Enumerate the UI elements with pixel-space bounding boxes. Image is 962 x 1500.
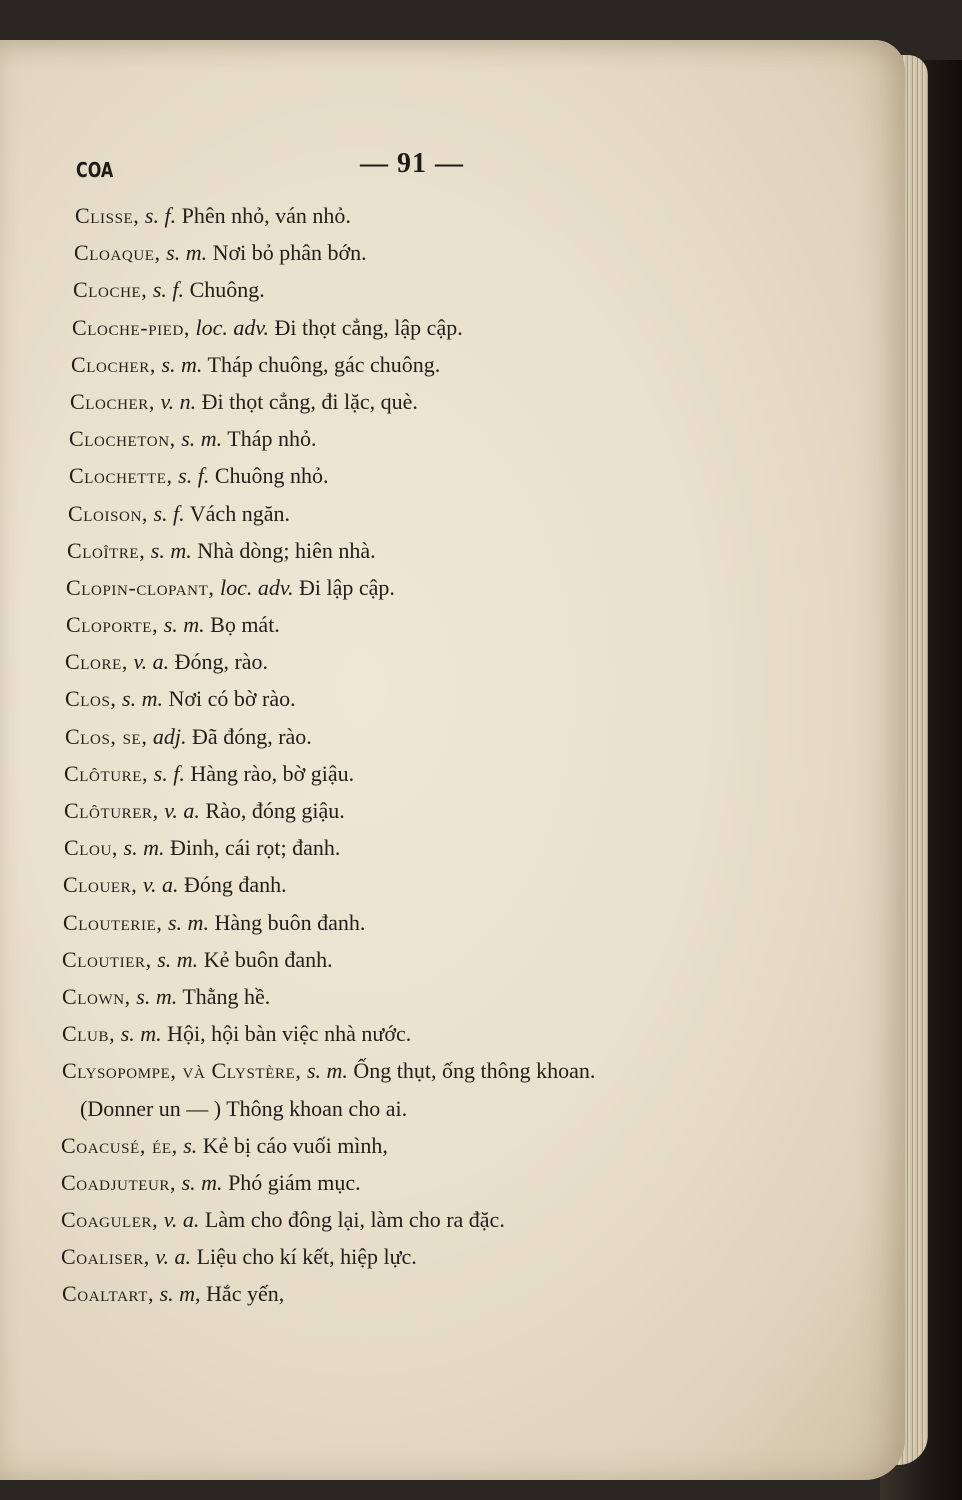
entry: Clôturer, v. a. Rào, đóng giậu. <box>64 798 345 823</box>
entry: Coaliser, v. a. Liệu cho kí kết, hiệp lực. <box>61 1244 417 1270</box>
entry: Clopin-clopant, loc. adv. Đi lập cập. <box>66 574 395 600</box>
entry: Clochette, s. f. Chuông nhỏ. <box>69 463 329 489</box>
entry: Clos, s. m. Nơi có bờ rào. <box>65 686 296 712</box>
entry: Clou, s. m. Đinh, cái rọt; đanh. <box>64 835 341 861</box>
page-number: — 91 — <box>360 148 464 179</box>
entry: Club, s. m. Hội, hội bàn việc nhà nước. <box>62 1021 412 1047</box>
entry: Clouer, v. a. Đóng đanh. <box>63 872 287 898</box>
entry: Cloche-pied, loc. adv. Đi thọt cẳng, lập cập. <box>72 314 463 340</box>
entry: Coadjuteur, s. m. Phó giám mục. <box>61 1169 361 1195</box>
entry: Cloaque, s. m. Nơi bỏ phân bớn. <box>74 240 367 266</box>
entry: Coaguler, v. a. Làm cho đông lại, làm cho ra đặc. <box>61 1207 505 1233</box>
entry: Coaltart, s. m, Hắc yến, <box>62 1281 285 1307</box>
entry: Clouterie, s. m. Hàng buôn đanh. <box>63 909 366 935</box>
entry: Clocher, v. n. Đi thọt cẳng, đi lặc, què. <box>70 388 418 414</box>
entry: Clos, se, adj. Đã đóng, rào. <box>65 723 312 749</box>
entry: Clysopompe, và Clystère, s. m. Ống thụt, ống thông khoan. <box>62 1058 596 1084</box>
entry: Clown, s. m. Thằng hề. <box>62 983 271 1009</box>
entry: Clôture, s. f. Hàng rào, bờ giậu. <box>64 760 355 786</box>
entry: Clocher, s. m. Tháp chuông, gác chuông. <box>71 351 441 377</box>
entry-list <box>60 197 760 1313</box>
running-head: COA <box>76 158 114 182</box>
entry: Coacusé, ée, s. Kẻ bị cáo vuối mình, <box>61 1132 388 1158</box>
entry: Clocheton, s. m. Tháp nhỏ. <box>69 426 317 452</box>
entry: Clore, v. a. Đóng, rào. <box>65 649 269 675</box>
entry: Cloche, s. f. Chuông. <box>73 277 265 303</box>
entry: Cloison, s. f. Vách ngăn. <box>68 500 290 526</box>
entry-continuation: (Donner un — ) Thông khoan cho ai. <box>80 1095 408 1121</box>
entry: Cloporte, s. m. Bọ mát. <box>66 612 280 638</box>
entry: Cloître, s. m. Nhà dòng; hiên nhà. <box>67 537 376 563</box>
entry: Cloutier, s. m. Kẻ buôn đanh. <box>62 946 333 972</box>
entry: Clisse, s. f. Phên nhỏ, ván nhỏ. <box>75 203 351 228</box>
